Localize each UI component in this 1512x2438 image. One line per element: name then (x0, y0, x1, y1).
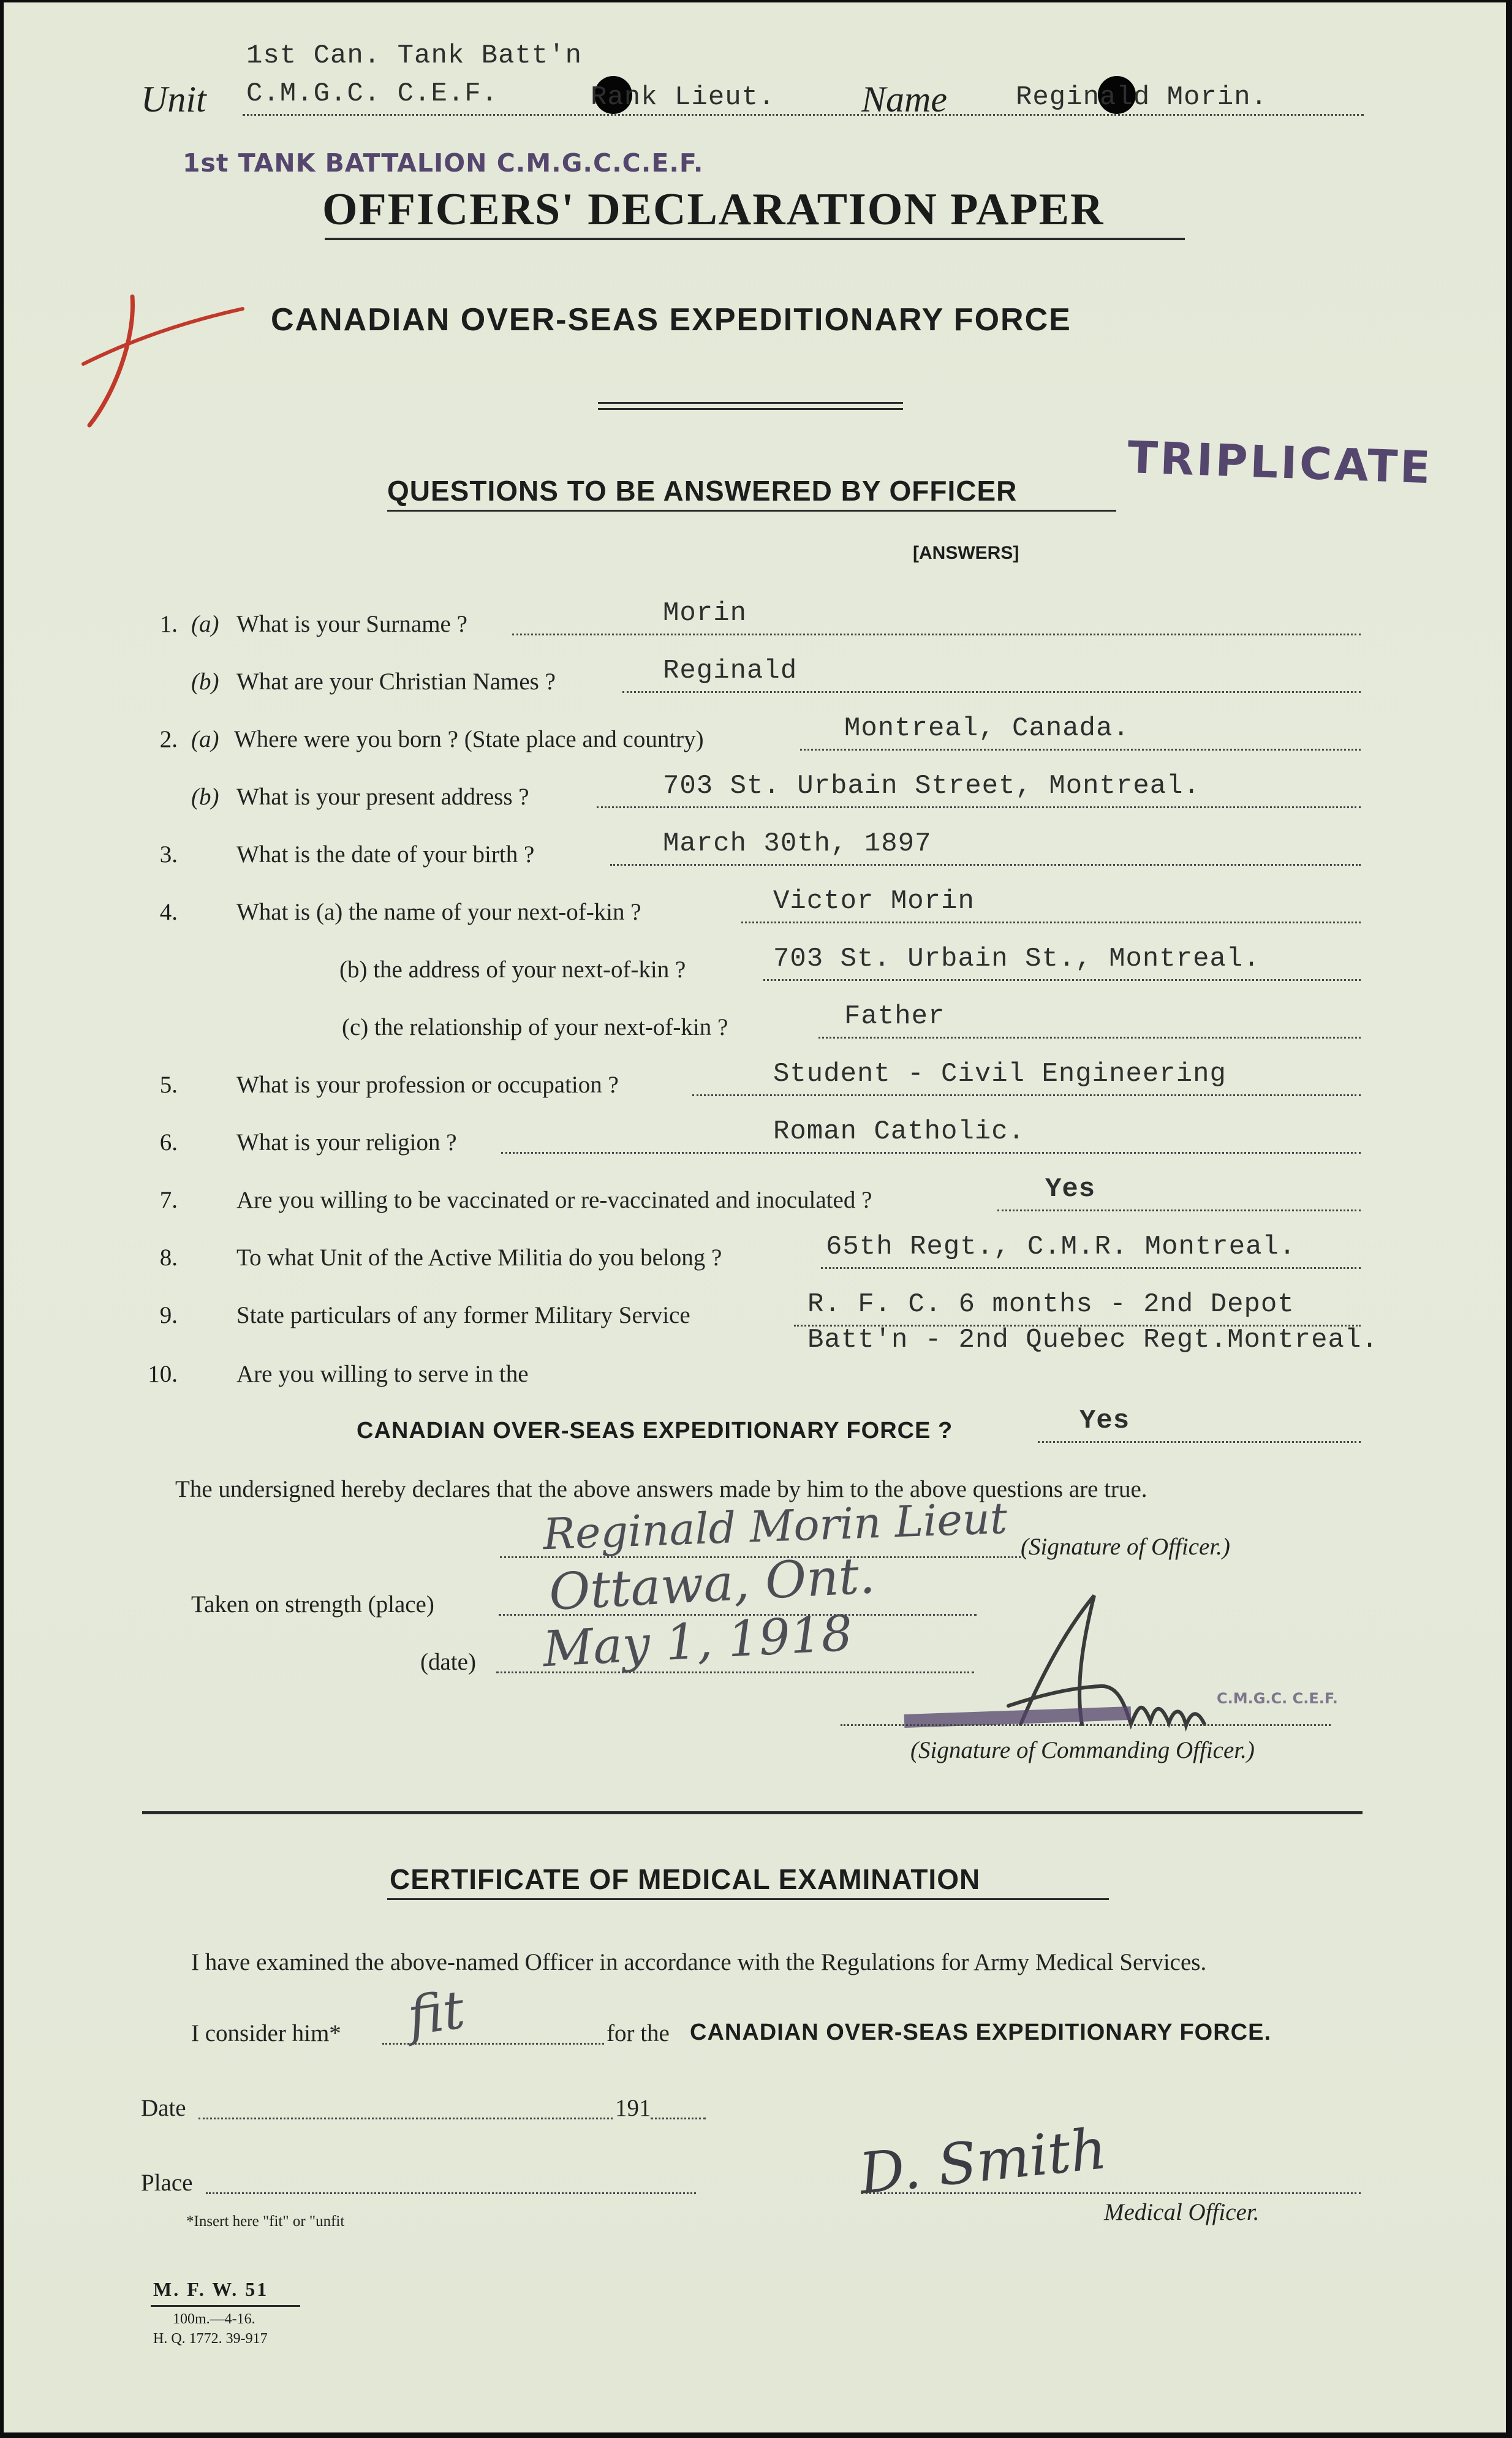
answer-value: Yes (1045, 1174, 1096, 1205)
medical-place-line (206, 2192, 696, 2194)
answer-value: Father (844, 1001, 945, 1032)
medical-officer-signature: D. Smith (856, 2116, 1110, 2207)
question-text: (b) the address of your next-of-kin ? (339, 956, 686, 983)
battalion-stamp: 1st TANK BATTALION C.M.G.C.C.E.F. (183, 148, 704, 178)
answer-line (512, 634, 1361, 635)
question-number: 5. (159, 1072, 178, 1098)
triplicate-stamp: TRIPLICATE (1127, 431, 1434, 494)
answer-line (763, 979, 1361, 981)
officer-signature: Reginald Morin Lieut (542, 1493, 1008, 1560)
commanding-officer-signature-icon (898, 1583, 1241, 1743)
red-check-mark-icon (77, 272, 261, 444)
question-text: To what Unit of the Active Militia do you belong ? (236, 1244, 722, 1271)
form-code-print: 100m.—4-16. (173, 2311, 255, 2327)
question-text: Are you willing to be vaccinated or re-vaccinated and inoculated ? (236, 1187, 872, 1213)
question-text: What is the date of your birth ? (236, 841, 535, 868)
name-value: Reginald Morin. (1016, 82, 1268, 113)
rank-value: Rank Lieut. (591, 82, 776, 113)
question-sub: (b) (191, 668, 219, 695)
question-text: Where were you born ? (State place and country) (234, 726, 704, 752)
answer-value: 703 St. Urbain Street, Montreal. (663, 771, 1200, 801)
answers-heading: [ANSWERS] (913, 543, 1019, 563)
unit-label: Unit (141, 79, 206, 119)
document-page (4, 2, 1506, 2432)
answer-value: R. F. C. 6 months - 2nd Depot (807, 1289, 1295, 1320)
date-label: (date) (420, 1649, 476, 1675)
question-number: 6. (159, 1129, 178, 1156)
medical-date-year-line (651, 2118, 706, 2119)
medical-officer-label: Medical Officer. (1104, 2199, 1260, 2225)
question-number: 7. (159, 1187, 178, 1213)
question-text: Are you willing to serve in the (236, 1361, 529, 1387)
question-number: 9. (159, 1302, 178, 1328)
medical-place-label: Place (141, 2170, 193, 2196)
page-subtitle: CANADIAN OVER-SEAS EXPEDITIONARY FORCE (271, 302, 1072, 338)
medical-officer-line (861, 2192, 1361, 2194)
officer-signature-label: (Signature of Officer.) (1021, 1534, 1230, 1560)
answer-value: Reginald (663, 656, 798, 686)
answer-line (622, 691, 1361, 693)
co-signature-line (841, 1724, 1331, 1726)
questions-heading: QUESTIONS TO BE ANSWERED BY OFFICER (387, 475, 1018, 507)
form-code-hq: H. Q. 1772. 39-917 (153, 2331, 268, 2347)
question-text: What are your Christian Names ? (236, 668, 556, 695)
questions-heading-underline (387, 510, 1116, 512)
answer-line (692, 1094, 1361, 1096)
place-value: Ottawa, Ont. (547, 1546, 877, 1622)
form-code: M. F. W. 51 (153, 2278, 269, 2300)
question-10-continued: CANADIAN OVER-SEAS EXPEDITIONARY FORCE ? (357, 1418, 953, 1444)
answer-value: 65th Regt., C.M.R. Montreal. (826, 1232, 1296, 1262)
medical-statement: I have examined the above-named Officer in accordance with the Regulations for Army Medical Services. (191, 1949, 1207, 1975)
form-code-underline (151, 2305, 300, 2307)
title-underline (325, 238, 1185, 240)
answer-value: Victor Morin (773, 886, 975, 917)
consider-value: fit (404, 1979, 469, 2048)
question-text: (c) the relationship of your next-of-kin ? (342, 1014, 728, 1040)
section-divider (142, 1811, 1363, 1814)
medical-footnote: *Insert here "fit" or "unfit (186, 2213, 345, 2230)
name-label: Name (861, 79, 947, 119)
answer-line (800, 749, 1361, 751)
medical-heading-underline (387, 1898, 1109, 1900)
answer-line (821, 1267, 1361, 1269)
answer-line (997, 1210, 1361, 1211)
answer-value: Yes (1079, 1406, 1130, 1436)
answer-value: March 30th, 1897 (663, 828, 932, 859)
question-number: 4. (159, 899, 178, 925)
answer-line (1038, 1441, 1361, 1443)
answer-line (597, 806, 1361, 808)
question-text: What is your profession or occupation ? (236, 1072, 619, 1098)
answer-line (818, 1037, 1361, 1039)
medical-date-year: 191 (615, 2095, 651, 2121)
medical-heading: CERTIFICATE OF MEDICAL EXAMINATION (390, 1863, 981, 1895)
page-title: OFFICERS' DECLARATION PAPER (322, 184, 1105, 235)
answer-line (501, 1152, 1361, 1154)
answer-value: Montreal, Canada. (844, 713, 1130, 744)
unit-value-line2: C.M.G.C. C.E.F. (246, 78, 499, 109)
question-text: What is (a) the name of your next-of-kin ? (236, 899, 641, 925)
question-number: 1. (159, 611, 178, 637)
question-sub: (a) (191, 611, 219, 637)
consider-tail-prefix: for the (607, 2020, 670, 2046)
medical-date-label: Date (141, 2095, 186, 2121)
answer-value: 703 St. Urbain St., Montreal. (773, 944, 1260, 974)
date-value: May 1, 1918 (541, 1604, 854, 1678)
answer-value: Student - Civil Engineering (773, 1059, 1227, 1089)
answer-value-continued: Batt'n - 2nd Quebec Regt.Montreal. (807, 1325, 1378, 1355)
declaration-text: The undersigned hereby declares that the above answers made by him to the above questions are true. (175, 1476, 1147, 1502)
answer-line (610, 864, 1361, 866)
consider-tail: CANADIAN OVER-SEAS EXPEDITIONARY FORCE. (690, 2020, 1271, 2045)
question-number: 2. (159, 726, 178, 752)
answer-value: Morin (663, 598, 747, 629)
question-sub: (a) (191, 726, 219, 752)
question-text: What is your present address ? (236, 784, 529, 810)
answer-line (741, 922, 1361, 923)
double-rule-top (598, 402, 903, 404)
medical-date-line (198, 2118, 613, 2119)
unit-value-line1: 1st Can. Tank Batt'n (246, 40, 583, 71)
consider-label: I consider him* (191, 2020, 341, 2046)
question-text: State particulars of any former Military Service (236, 1302, 690, 1328)
double-rule-bottom (598, 408, 903, 410)
question-number: 3. (159, 841, 178, 868)
question-sub: (b) (191, 784, 219, 810)
co-stamp-text: C.M.G.C. C.E.F. (1217, 1690, 1338, 1707)
question-number: 10. (148, 1361, 178, 1387)
question-text: What is your Surname ? (236, 611, 467, 637)
question-text: What is your religion ? (236, 1129, 457, 1156)
question-number: 8. (159, 1244, 178, 1271)
header-dotted-line (243, 114, 1364, 116)
taken-on-strength-label: Taken on strength (place) (191, 1591, 434, 1618)
co-signature-label: (Signature of Commanding Officer.) (910, 1737, 1255, 1763)
answer-value: Roman Catholic. (773, 1116, 1026, 1147)
